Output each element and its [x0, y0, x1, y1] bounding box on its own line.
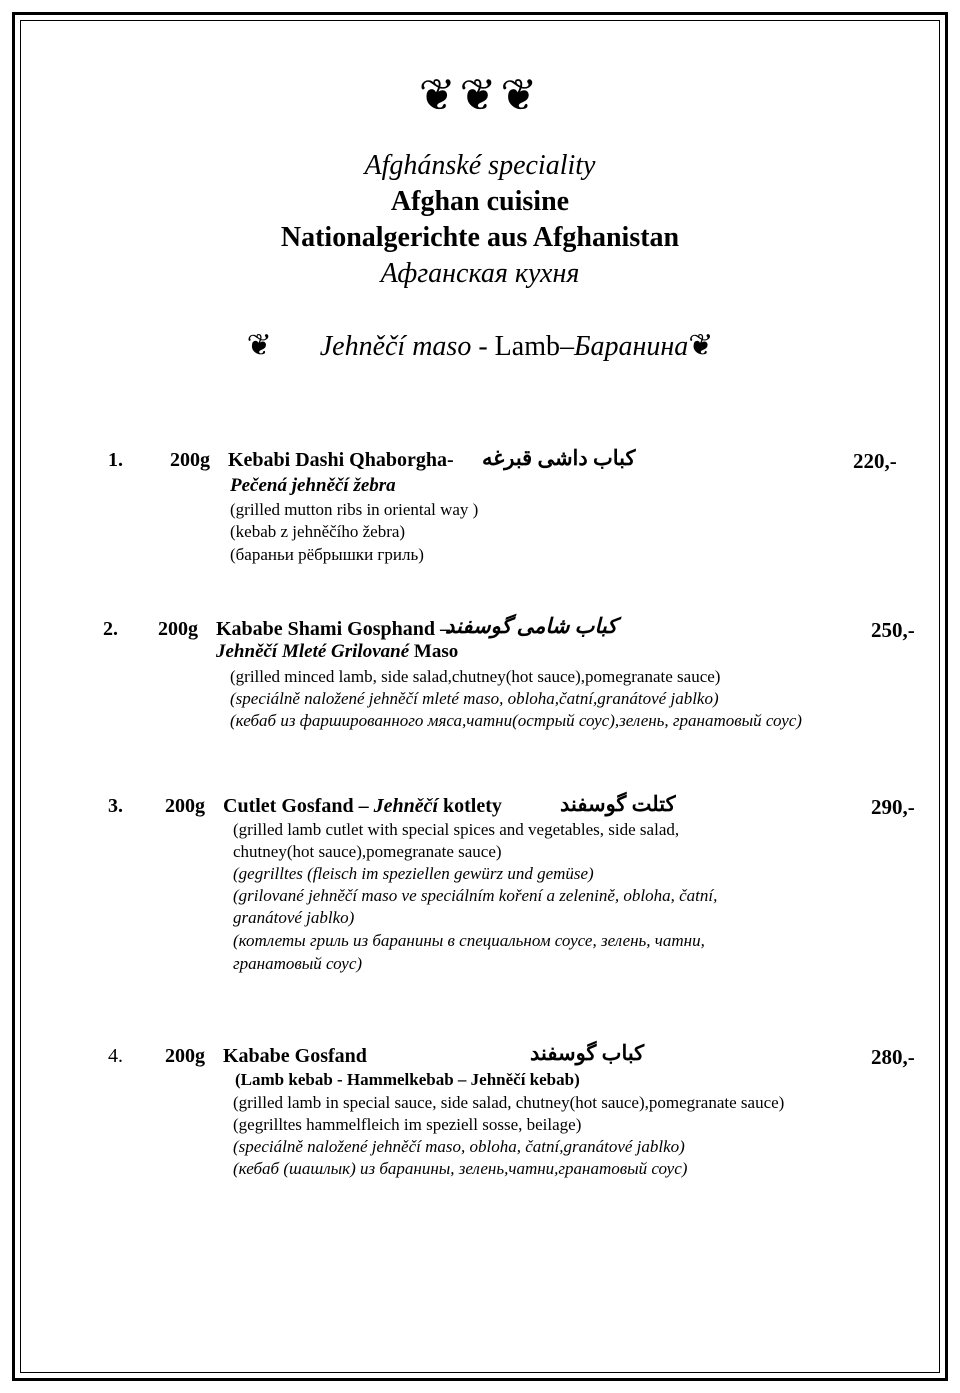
item-2-desc-ru: (кебаб из фаршированного мяса,чатни(острый соус),зелень, гранатовый соус) [230, 711, 802, 730]
menu-titles [0, 148, 960, 292]
item-3-name: Cutlet Gosfand – [223, 795, 369, 817]
item-3-price: 290,- [871, 795, 915, 819]
section-heading-lamb: ❦ Jehněčí maso - Lamb–Баранина❦ [246, 329, 714, 362]
item-1-subtitle: Pečená jehněčí žebra [230, 475, 396, 496]
item-1-name: Kebabi Dashi Qhaborgha- [228, 449, 454, 471]
item-3-desc-en-1: (grilled lamb cutlet with special spices and vegetables, side salad, [233, 820, 680, 839]
item-1-desc-ru: (бараньи рёбрышки гриль) [230, 545, 424, 564]
item-2-desc-cz: (speciálně naložené jehněčí mleté maso, obloha,čatní,granátové jablko) [230, 689, 719, 708]
item-3-number: 3. [108, 795, 123, 817]
item-2-name: Kababe Shami Gosphand – [216, 618, 450, 640]
section-ornament-right: ❦ [688, 329, 714, 362]
item-1-price: 220,- [853, 449, 897, 473]
item-1-title [170, 449, 454, 472]
section-ornament-left: ❦ [246, 329, 272, 362]
item-3-title [165, 795, 502, 818]
section-english: Lamb [494, 331, 560, 362]
item-1-arabic-name: کباب داشی قبرغه [482, 446, 636, 470]
item-2-subtitle-tail: Maso [413, 641, 459, 662]
section-russian: Баранина [573, 331, 689, 362]
item-2-number: 2. [103, 618, 118, 640]
item-3-name-cz: Jehněčí [373, 795, 439, 817]
item-3-desc-cz-2: granátové jablko) [233, 908, 355, 927]
item-2-arabic-name: کباب شامی گوسفند [445, 614, 618, 638]
item-4-title [165, 1045, 367, 1068]
item-4-weight: 200g [165, 1045, 205, 1067]
item-2-subtitle-cz: Jehněčí Mleté Grilované [216, 641, 410, 662]
item-3-desc-cz-1: (grilované jehněčí maso ve speciálním koření a zelenině, obloha, čatní, [233, 886, 718, 905]
item-2-title [158, 618, 450, 641]
item-4-desc-ru: (кебаб (шашлык) из баранины, зелень,чатни,гранатовый соус) [233, 1159, 688, 1178]
item-4-price: 280,- [871, 1045, 915, 1069]
item-4-desc-cz: (speciálně naložené jehněčí maso, obloha, čatní,granátové jablko) [233, 1137, 685, 1156]
item-3-desc-ru-2: гранатовый соус) [233, 954, 363, 973]
item-3-desc-en-2: chutney(hot sauce),pomegranate sauce) [233, 842, 502, 861]
item-4-desc-de: (gegrilltes hammelfleich im speziell sosse, beilage) [233, 1115, 582, 1134]
item-4-number: 4. [108, 1045, 123, 1067]
item-3-weight: 200g [165, 795, 205, 817]
item-1-number: 1. [108, 449, 123, 471]
title-german: Nationalgerichte aus Afghanistan [280, 222, 680, 253]
item-4-arabic-name: کباب گوسفند [530, 1041, 645, 1065]
item-2-weight: 200g [158, 618, 198, 640]
item-4-subtitle: (Lamb kebab - Hammelkebab – Jehněčí kebab) [235, 1070, 580, 1089]
section-czech: Jehněčí maso [319, 331, 472, 362]
item-1-weight: 200g [170, 449, 210, 471]
item-2-price: 250,- [871, 618, 915, 642]
title-czech: Afghánské speciality [364, 150, 596, 181]
item-4-name: Kababe Gosfand [223, 1045, 367, 1067]
section-separator: - [471, 331, 495, 362]
header-ornament: ❦❦❦ [418, 71, 542, 120]
item-3-name-tail: kotlety [443, 795, 502, 817]
item-2-desc-en: (grilled minced lamb, side salad,chutney(hot sauce),pomegranate sauce) [230, 667, 721, 686]
title-russian: Афганская кухня [380, 258, 580, 289]
title-english: Afghan cuisine [390, 186, 570, 217]
item-3-desc-ru-1: (котлеты гриль из баранины в специальном соусе, зелень, чатни, [233, 931, 705, 950]
item-3-desc-de: (gegrilltes (fleisch im speziellen gewürz und gemüse) [233, 864, 594, 883]
item-1-desc-en: (grilled mutton ribs in oriental way ) [230, 500, 479, 519]
item-3-arabic-name: کتلت گوسفند [560, 792, 676, 816]
item-4-desc-en: (grilled lamb in special sauce, side salad, chutney(hot sauce),pomegranate sauce) [233, 1093, 785, 1112]
item-2-subtitle [216, 641, 458, 663]
item-1-desc-cz: (kebab z jehněčího žebra) [230, 522, 406, 541]
